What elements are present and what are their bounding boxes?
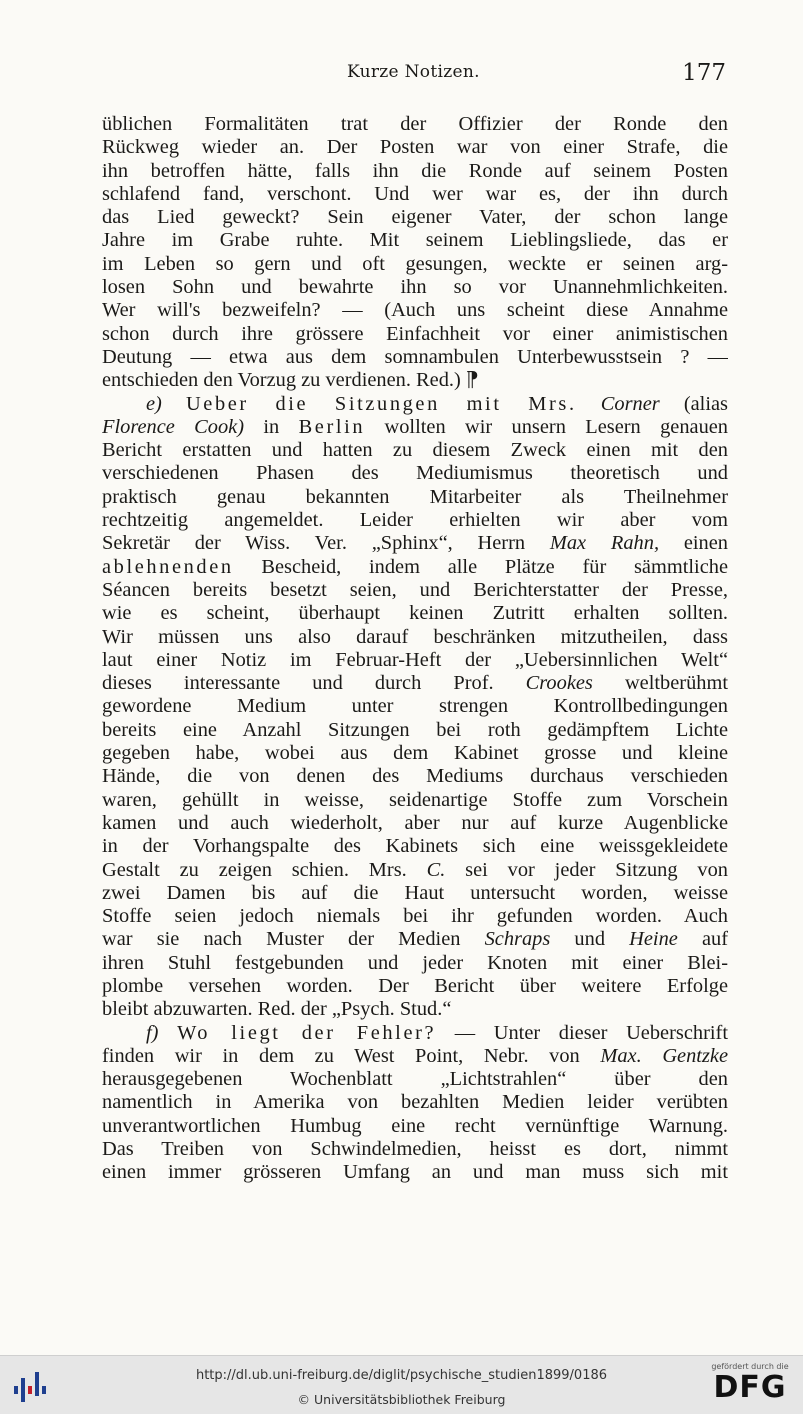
text-line xyxy=(102,1068,728,1091)
footer-copyright: © Universitätsbibliothek Freiburg xyxy=(297,1392,506,1407)
text-line xyxy=(102,975,728,998)
running-head xyxy=(102,62,726,90)
text-line xyxy=(102,532,728,555)
text-line xyxy=(102,928,728,951)
text-line xyxy=(102,486,728,509)
text-run: in xyxy=(244,415,299,438)
text-line xyxy=(102,952,728,975)
text-line xyxy=(102,905,728,928)
text-line xyxy=(102,253,728,276)
text-line xyxy=(102,765,728,788)
text-run: Wir müssen uns also darauf beschränken mitzutheilen, dass xyxy=(102,625,728,648)
text-line xyxy=(102,789,728,812)
text-run: namentlich in Amerika von bezahlten Medien leider verübten xyxy=(102,1091,728,1114)
text-line xyxy=(102,649,728,672)
text-line xyxy=(102,742,728,765)
text-run: Stoffe seien jedoch niemals bei ihr gefunden worden. Auch xyxy=(102,905,728,928)
text-run: Gestalt zu zeigen schien. Mrs. xyxy=(102,858,427,881)
text-line xyxy=(102,1138,728,1161)
footer-url[interactable]: http://dl.ub.uni-freiburg.de/diglit/psychische_studien1899/0186 xyxy=(195,1368,608,1383)
text-run: Heine xyxy=(629,928,678,951)
text-run: rechtzeitig angemeldet. Leider erhielten wir aber vom xyxy=(102,509,728,532)
text-line xyxy=(102,462,728,485)
dfg-logo xyxy=(705,1362,795,1410)
text-line xyxy=(102,602,728,625)
text-run: Crookes xyxy=(525,672,593,695)
text-run: Séancen bereits besetzt seien, und Berichterstatter der Presse, xyxy=(102,578,728,601)
text-run: bereits eine Anzahl Sitzungen bei roth gedämpftem Lichte xyxy=(102,718,728,741)
text-line xyxy=(102,369,728,392)
text-line xyxy=(102,346,728,369)
text-run: einen immer grösseren Umfang an und man muss sich mit xyxy=(102,1161,728,1184)
text-line xyxy=(102,299,728,322)
text-run: Schraps xyxy=(484,928,551,951)
text-line xyxy=(102,672,728,695)
text-run: laut einer Notiz im Februar-Heft der „Uebersinnlichen Welt“ xyxy=(102,648,728,671)
text-line xyxy=(102,1022,728,1045)
footer-bar xyxy=(0,1355,803,1414)
text-run: Florence Cook) xyxy=(102,415,245,438)
text-run: auf xyxy=(677,928,728,951)
text-run: entschieden den Vorzug zu verdienen. Red.) ⁋ xyxy=(102,369,479,392)
text-run: zwei Damen bis auf die Haut untersucht worden, weisse xyxy=(102,881,728,904)
text-run: kamen und auch wiederholt, aber nur auf kurze Augenblicke xyxy=(102,811,728,834)
text-run: Wer will's bezweifeln? — (Auch uns scheint diese Annahme xyxy=(102,299,728,322)
text-line xyxy=(102,1115,728,1138)
text-line xyxy=(102,439,728,462)
page-number: 177 xyxy=(682,60,726,86)
text-run: ablehnenden xyxy=(102,555,234,578)
text-run: Rückweg wieder an. Der Posten war von einer Strafe, die xyxy=(102,136,728,159)
text-run xyxy=(577,393,601,415)
text-run: verschiedenen Phasen des Mediumismus theoretisch und xyxy=(102,462,728,485)
dfg-caption: gefördert durch die xyxy=(711,1362,789,1371)
text-run: plombe versehen worden. Der Bericht über weitere Erfolge xyxy=(102,974,728,997)
body-text xyxy=(102,113,728,1185)
text-line xyxy=(102,859,728,882)
text-run: Sekretär der Wiss. Ver. „Sphinx“, Herrn xyxy=(102,532,550,555)
text-run: Corner xyxy=(600,392,660,415)
text-line xyxy=(102,719,728,742)
text-run: schlafend fand, verschont. Und wer war es, der ihn durch xyxy=(102,182,728,205)
text-line xyxy=(102,393,728,416)
text-line xyxy=(102,812,728,835)
text-run: in der Vorhangspalte des Kabinets sich eine weissgekleidete xyxy=(102,835,728,858)
text-line xyxy=(102,113,728,136)
text-run: Bericht erstatten und hatten zu diesem Zweck einen mit den xyxy=(102,439,728,462)
text-run: üblichen Formalitäten trat der Offizier der Ronde den xyxy=(102,113,728,135)
text-line xyxy=(102,206,728,229)
text-line xyxy=(102,229,728,252)
text-run: wie es scheint, überhaupt keinen Zutritt erhalten sollten. xyxy=(102,602,728,625)
text-run: ihren Stuhl festgebunden und jeder Knoten mit einer Blei- xyxy=(102,951,728,974)
text-run: Hände, die von denen des Mediums durchaus verschieden xyxy=(102,765,728,788)
text-run: gewordene Medium unter strengen Kontrollbedingungen xyxy=(102,695,728,718)
text-run: ihn betroffen hätte, falls ihn die Ronde auf seinem Posten xyxy=(102,159,728,182)
text-run: Berlin xyxy=(298,415,366,438)
text-line xyxy=(102,276,728,299)
text-run: Wo liegt der Fehler? xyxy=(177,1021,437,1044)
text-run: Das Treiben von Schwindelmedien, heisst es dort, nimmt xyxy=(102,1138,728,1161)
text-run: einen xyxy=(659,532,728,555)
text-run: (alias xyxy=(659,392,728,415)
text-run: Jahre im Grabe ruhte. Mit seinem Lieblingsliede, das er xyxy=(102,229,728,252)
running-title: Kurze Notizen. xyxy=(347,62,480,82)
text-run: Ueber die Sitzungen mit Mrs. xyxy=(185,392,577,415)
text-line xyxy=(102,556,728,579)
text-run: Bescheid, indem alle Plätze für sämmtliche xyxy=(233,555,728,578)
text-run: losen Sohn und bewahrte ihn so vor Unannehmlichkeiten. xyxy=(102,276,728,299)
text-run: C. xyxy=(426,858,446,881)
text-run: war sie nach Muster der Medien xyxy=(102,928,485,951)
text-run: unverantwortlichen Humbug eine recht vernünftige Warnung. xyxy=(102,1114,728,1137)
text-line xyxy=(102,160,728,183)
text-run: praktisch genau bekannten Mitarbeiter als Theilnehmer xyxy=(102,485,728,508)
text-line xyxy=(102,1091,728,1114)
dfg-logo-text: DFG xyxy=(713,1370,787,1405)
text-run: bleibt abzuwarten. Red. der „Psych. Stud.“ xyxy=(102,998,452,1021)
text-line xyxy=(102,835,728,858)
text-run: Deutung — etwa aus dem somnambulen Unterbewusstsein ? — xyxy=(102,345,728,368)
text-line xyxy=(102,416,728,439)
text-run: — Unter dieser Ueberschrift xyxy=(436,1021,728,1044)
text-run: f) xyxy=(146,1021,178,1044)
text-run: Max. Gentzke xyxy=(600,1044,728,1067)
text-line xyxy=(102,183,728,206)
text-run: das Lied geweckt? Sein eigener Vater, der schon lange xyxy=(102,206,728,229)
text-run: sei vor jeder Sitzung von xyxy=(445,858,728,881)
text-run: Max Rahn, xyxy=(549,532,660,555)
text-run: e) xyxy=(146,392,186,415)
text-run: weltberühmt xyxy=(592,672,728,695)
text-line xyxy=(102,323,728,346)
text-line xyxy=(102,882,728,905)
text-line xyxy=(102,579,728,602)
text-run: finden wir in dem zu West Point, Nebr. von xyxy=(102,1044,601,1067)
text-line xyxy=(102,626,728,649)
text-line xyxy=(102,695,728,718)
text-run: im Leben so gern und oft gesungen, weckte er seinen arg- xyxy=(102,252,728,275)
text-line xyxy=(102,998,728,1021)
text-run: gegeben habe, wobei aus dem Kabinet grosse und kleine xyxy=(102,742,728,765)
text-line xyxy=(102,509,728,532)
text-line xyxy=(102,1161,728,1184)
text-line xyxy=(102,1045,728,1068)
text-run: herausgegebenen Wochenblatt „Lichtstrahlen“ über den xyxy=(102,1068,728,1091)
text-line xyxy=(102,136,728,159)
text-run: und xyxy=(550,928,630,951)
text-run: dieses interessante und durch Prof. xyxy=(102,672,526,695)
text-run: waren, gehüllt in weisse, seidenartige Stoffe zum Vorschein xyxy=(102,788,728,811)
text-run: schon durch ihre grössere Einfachheit vor einer animistischen xyxy=(102,322,728,345)
text-run: wollten wir unsern Lesern genauen xyxy=(365,415,728,438)
